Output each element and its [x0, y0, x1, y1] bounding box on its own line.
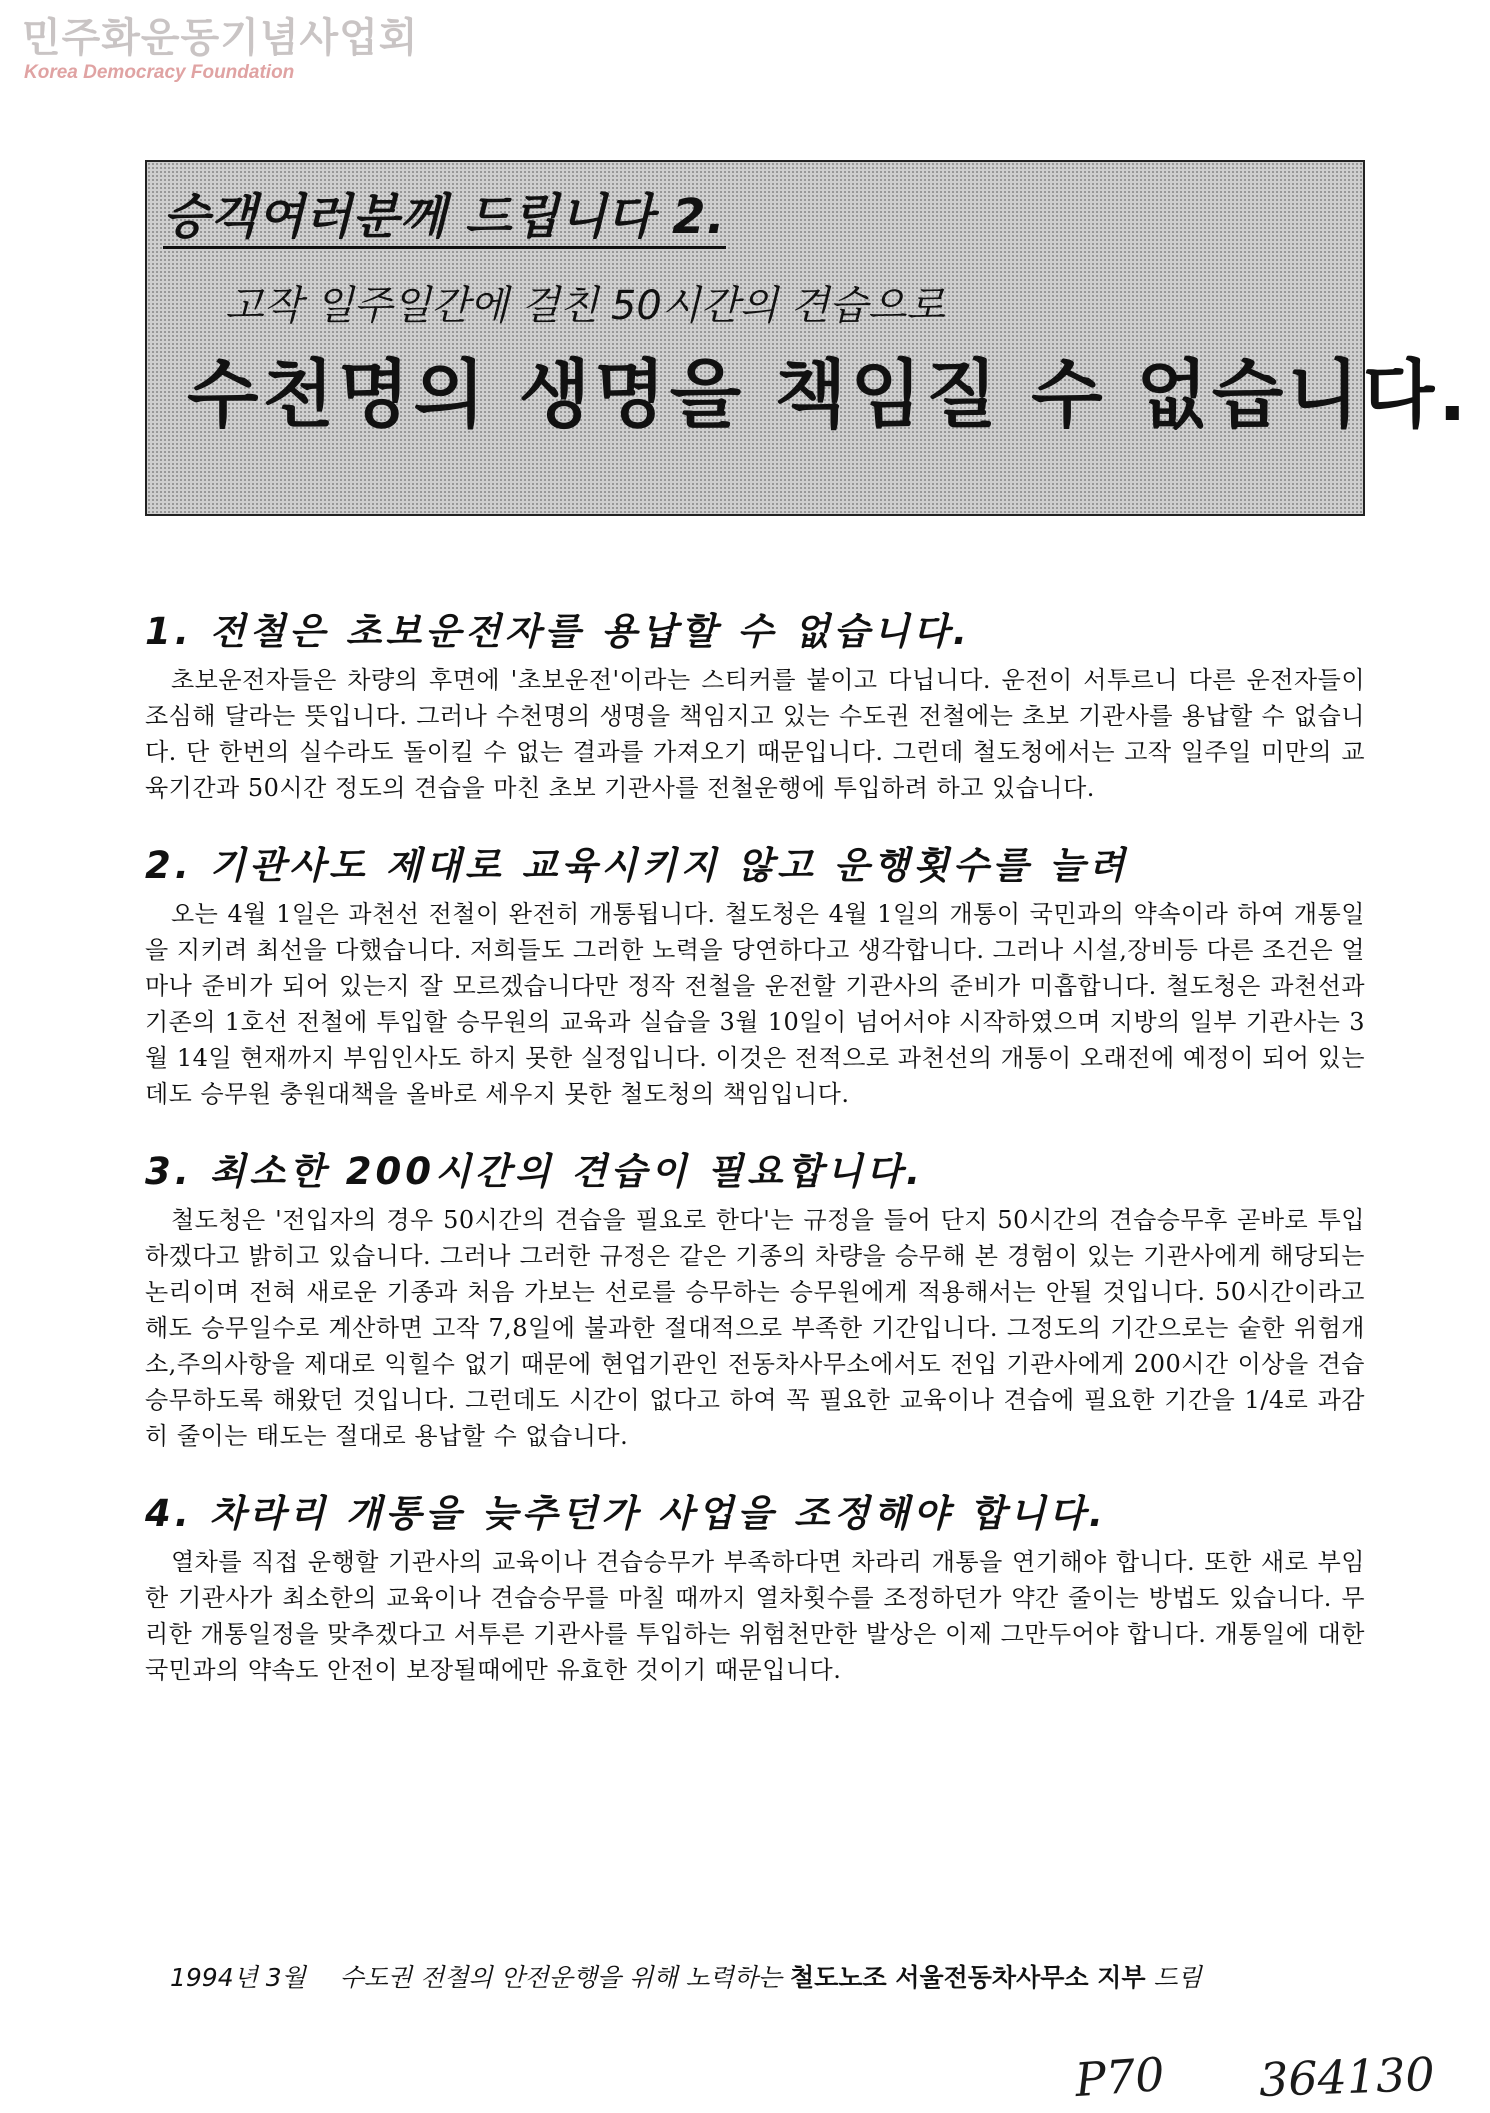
section-paragraph: 철도청은 '전입자의 경우 50시간의 견습을 필요로 한다'는 규정을 들어 단지 50시간의 견습승무후 곧바로 투입하겠다고 밝히고 있습니다. 그러나 그러한 규정은 같은 기종의 차량을 승무해 본 경험이 있는 기관사에게 해당되는 논리이며 전혀 새로운 기종과 처음 가보는 선로를 승무하는 승무원에게 적용해서는 안될 것입니다. 50시간이라고 해도 승무일수로 계산하면 고작 7,8일에 불과한 절대적으로 부족한 기간입니다. 그정도의 기간으로는 숱한 위험개소,주의사항을 제대로 익힐수 없기 때문에 현업기관인 전동차사무소에서도 전입 기관사에게 200시간 이상을 견습승무하도록 해왔던 것입니다. 그런데도 시간이 없다고 하여 꼭 필요한 교육이나 견습에 필요한 기간을 1/4로 과감히 줄이는 태도는 절대로 용납할 수 없습니다. — [145, 1206, 1365, 1450]
section-heading: 4. 차라리 개통을 늦추던가 사업을 조정해야 합니다. — [145, 1492, 1107, 1535]
banner-subtitle: 고작 일주일간에 걸친 50시간의 견습으로 — [225, 283, 945, 329]
watermark-korean-text: 민주화운동기념사업회 — [22, 15, 419, 61]
header-banner — [145, 160, 1471, 516]
signoff-date: 1994년 3월 — [170, 1963, 306, 1992]
section-heading: 1. 전철은 초보운전자를 용납할 수 없습니다. — [145, 610, 971, 653]
handwritten-annotation — [1073, 2046, 1436, 2108]
handwritten-number: 364130 — [1258, 2046, 1436, 2108]
signoff-organization: 철도노조 서울전동차사무소 지부 — [790, 1963, 1146, 1992]
banner-headline: 수천명의 생명을 책임질 수 없습니다. — [187, 352, 1471, 438]
section-paragraph: 열차를 직접 운행할 기관사의 교육이나 견습승무가 부족하다면 차라리 개통을 연기해야 합니다. 또한 새로 부임한 기관사가 최소한의 교육이나 견습승무를 마칠 때까지 열차횟수를 조정하던가 약간 줄이는 방법도 있습니다. 무리한 개통일정을 맞추겠다고 서투른 기관사를 투입하는 위험천만한 발상은 이제 그만두어야 합니다. 개통일에 대한 국민과의 약속도 안전이 보장될때에만 유효한 것이기 때문입니다. — [145, 1548, 1365, 1684]
signoff-closing: 드림 — [1153, 1963, 1202, 1992]
banner-title: 승객여러분께 드립니다 2. — [163, 190, 726, 249]
document-body — [145, 610, 1365, 1726]
handwritten-code: P70 — [1073, 2046, 1167, 2108]
section-paragraph: 초보운전자들은 차량의 후면에 '초보운전'이라는 스티커를 붙이고 다닙니다. 운전이 서투르니 다른 운전자들이 조심해 달라는 뜻입니다. 그러나 수천명의 생명을 책임지고 있는 수도권 전철에는 초보 기관사를 용납할 수 없습니다. 단 한번의 실수라도 돌이킬 수 없는 결과를 가져오기 때문입니다. 그런데 철도청에서는 고작 일주일 미만의 교육기간과 50시간 정도의 견습을 마친 초보 기관사를 전철운행에 투입하려 하고 있습니다. — [145, 666, 1365, 802]
watermark-logo — [22, 14, 418, 84]
watermark-english-text: Korea Democracy Foundation — [24, 62, 295, 83]
section-heading: 2. 기관사도 제대로 교육시키지 않고 운행횟수를 늘려 — [145, 844, 1129, 887]
signoff-line — [170, 1958, 1202, 1994]
section-4 — [145, 1492, 1365, 1688]
section-heading: 3. 최소한 200시간의 견습이 필요합니다. — [145, 1150, 925, 1193]
signoff-text: 수도권 전철의 안전운행을 위해 노력하는 — [339, 1963, 783, 1992]
section-paragraph: 오는 4월 1일은 과천선 전철이 완전히 개통됩니다. 철도청은 4월 1일의 개통이 국민과의 약속이라 하여 개통일을 지키려 최선을 다했습니다. 저희들도 그러한 노력을 당연하다고 생각합니다. 그러나 시설,장비등 다른 조건은 얼마나 준비가 되어 있는지 잘 모르겠습니다만 정작 전철을 운전할 기관사의 준비가 미흡합니다. 철도청은 과천선과 기존의 1호선 전철에 투입할 승무원의 교육과 실습을 3월 10일이 넘어서야 시작하였으며 지방의 일부 기관사는 3월 14일 현재까지 부임인사도 하지 못한 실정입니다. 이것은 전적으로 과천선의 개통이 오래전에 예정이 되어 있는데도 승무원 충원대책을 올바로 세우지 못한 철도청의 책임입니다. — [145, 900, 1365, 1108]
section-3 — [145, 1150, 1365, 1454]
section-2 — [145, 844, 1365, 1112]
section-1 — [145, 610, 1365, 806]
